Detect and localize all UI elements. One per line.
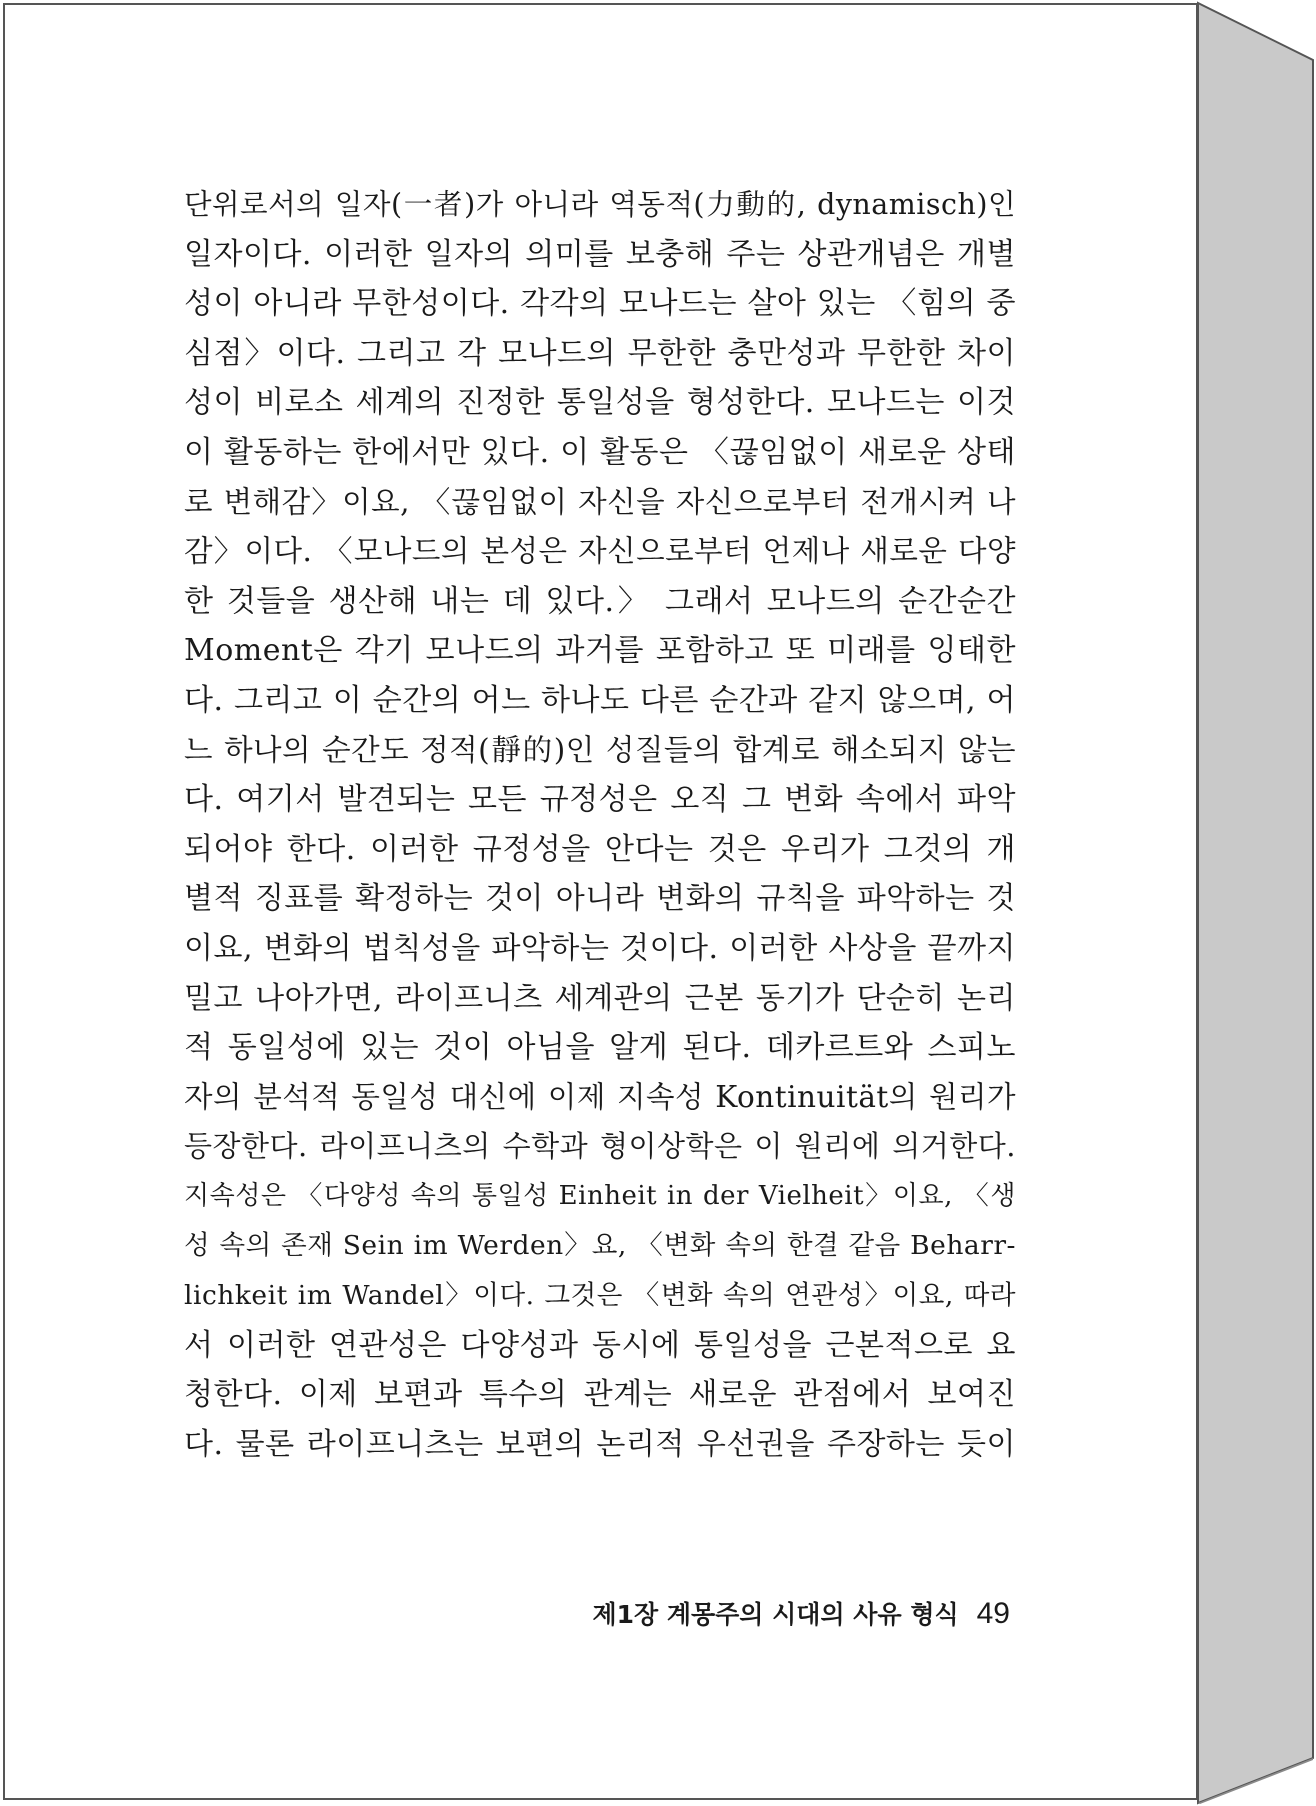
text-line: 감〉이다. 〈모나드의 본성은 자신으로부터 언제나 새로운 다양: [184, 534, 1016, 569]
text-line: 로 변해감〉이요, 〈끊임없이 자신을 자신으로부터 전개시켜 나: [184, 484, 1016, 519]
body-text: [184, 180, 1016, 1469]
text-line: 적 동일성에 있는 것이 아님을 알게 된다. 데카르트와 스피노: [184, 1030, 1016, 1066]
text-line: 다. 물론 라이프니츠는 보편의 논리적 우선권을 주장하는 듯이: [184, 1426, 1016, 1462]
text-line: 자의 분석적 동일성 대신에 이제 지속성 Kontinuität의 원리가: [184, 1079, 1016, 1114]
text-line: 별적 징표를 확정하는 것이 아니라 변화의 규칙을 파악하는 것: [184, 881, 1016, 917]
text-line: 다. 그리고 이 순간의 어느 하나도 다른 순간과 같지 않으며, 어: [184, 682, 1016, 718]
text-line: 심점〉이다. 그리고 각 모나드의 무한한 충만성과 무한한 차이: [184, 335, 1016, 371]
text-line: 일자이다. 이러한 일자의 의미를 보충해 주는 상관개념은 개별: [184, 236, 1016, 272]
chapter-title: 제1장 계몽주의 시대의 사유 형식: [592, 1600, 959, 1629]
text-line: Moment은 각기 모나드의 과거를 포함하고 또 미래를 잉태한: [184, 633, 1016, 669]
text-line: 밀고 나아가면, 라이프니츠 세계관의 근본 동기가 단순히 논리: [184, 980, 1016, 1016]
text-line: lichkeit im Wandel〉이다. 그것은 〈변화 속의 연관성〉이요, 따라: [184, 1280, 1016, 1312]
text-line: 등장한다. 라이프니츠의 수학과 형이상학은 이 원리에 의거한다.: [184, 1129, 1016, 1164]
text-line: 단위로서의 일자(一者)가 아니라 역동적(力動的, dynamisch)인: [184, 188, 1016, 221]
page-number: 49: [976, 1597, 1010, 1630]
running-footer: [540, 1590, 1010, 1638]
text-line: 이 활동하는 한에서만 있다. 이 활동은 〈끊임없이 새로운 상태: [184, 434, 1016, 470]
text-line: 다. 여기서 발견되는 모든 규정성은 오직 그 변화 속에서 파악: [184, 782, 1016, 818]
text-line: 한 것들을 생산해 내는 데 있다.〉 그래서 모나드의 순간순간: [184, 583, 1016, 619]
text-line: 되어야 한다. 이러한 규정성을 안다는 것은 우리가 그것의 개: [184, 831, 1016, 867]
text-line: 느 하나의 순간도 정적(靜的)인 성질들의 합계로 해소되지 않는: [184, 732, 1016, 767]
text-line: 성이 비로소 세계의 진정한 통일성을 형성한다. 모나드는 이것: [184, 385, 1016, 421]
text-line: 성 속의 존재 Sein im Werden〉요, 〈변화 속의 한결 같음 Beharr-: [184, 1230, 1016, 1262]
text-line: 서 이러한 연관성은 다양성과 동시에 통일성을 근본적으로 요: [184, 1327, 1016, 1363]
text-line: 지속성은 〈다양성 속의 통일성 Einheit in der Vielheit〉이요, 〈생: [184, 1180, 1016, 1211]
text-line: 이요, 변화의 법칙성을 파악하는 것이다. 이러한 사상을 끝까지: [184, 930, 1016, 966]
text-line: 성이 아니라 무한성이다. 각각의 모나드는 살아 있는 〈힘의 중: [184, 286, 1016, 322]
text-line: 청한다. 이제 보편과 특수의 관계는 새로운 관점에서 보여진: [184, 1377, 1016, 1413]
